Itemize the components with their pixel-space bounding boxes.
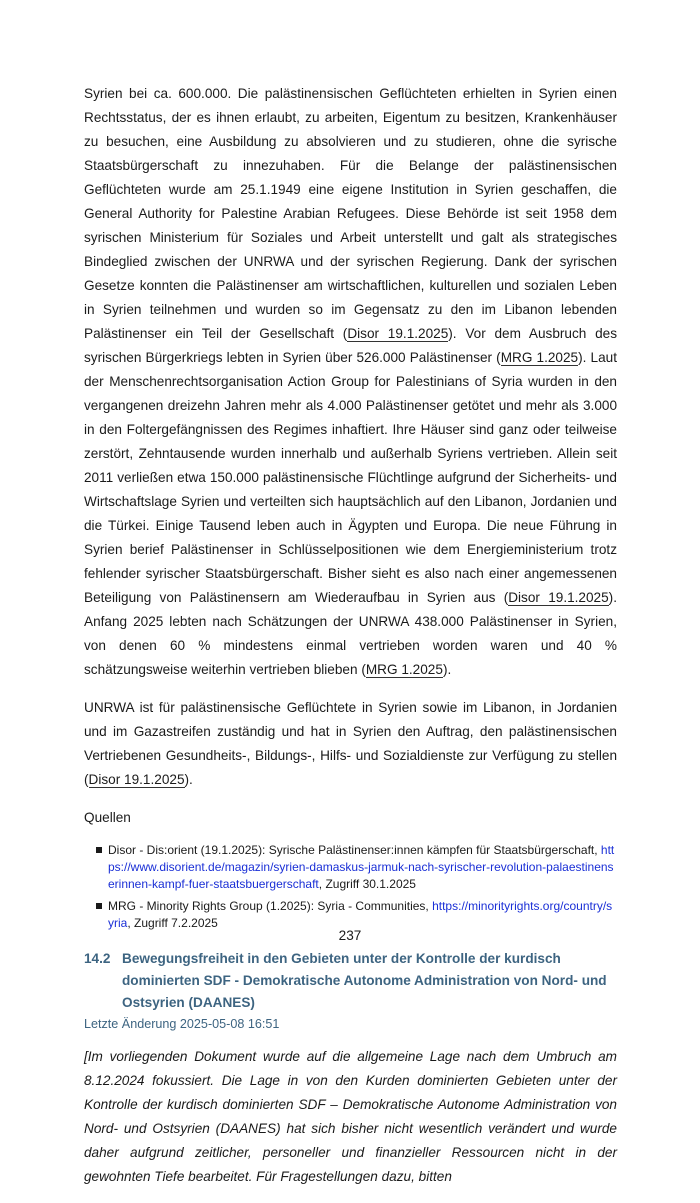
section-heading [84, 948, 617, 1014]
paragraph-unrwa [84, 696, 617, 792]
source-item-mrg [96, 898, 617, 932]
section-intro-note: [Im vorliegenden Dokument wurde auf die allgemeine Lage nach dem Umbruch am 8.12.2024 fokussiert. Die Lage in von den Kurden dominierten Gebieten unter der Kontrolle der kurdisch dominierten SDF – Demokratische Autonome Administration von Nord- und Ostsyrien (DAANES) hat sich bisher nicht wesentlich verändert und wurde daher aufgrund zeitlicher, personeller und finanzieller Ressourcen nicht in der gewohnten Tiefe bearbeitet. Für Fragestellungen dazu, bitten [84, 1049, 617, 1184]
source-url-link[interactable]: https://www.disorient.de/magazin/syrien-damaskus-jarmuk-nach-syrischer-revolution-palaestinenserinnen-kampf-fuer-staatsbuergerschaft [108, 843, 615, 891]
section-title: Bewegungsfreiheit in den Gebieten unter der Kontrolle der kurdisch dominierten SDF - Demokratische Autonome Administration von Nord- und Ostsyrien (DAANES) [122, 951, 607, 1010]
source-text: MRG - Minority Rights Group (1.2025): Syria - Communities, [108, 899, 433, 913]
paragraph-palestinians-status [84, 82, 617, 682]
document-page [84, 82, 617, 1203]
sources-heading: Quellen [84, 810, 131, 825]
sources-list [84, 842, 617, 932]
source-item-disor [96, 842, 617, 893]
section-number: 14.2 [84, 951, 111, 966]
paragraph-text: ). [184, 772, 193, 787]
page-number: 237 [338, 928, 362, 943]
source-url-link[interactable]: https://minorityrights.org/country/syria [108, 899, 613, 930]
reference-link-mrg[interactable]: MRG 1.2025 [500, 350, 579, 365]
reference-link-disor[interactable]: Disor 19.1.2025 [508, 590, 609, 605]
paragraph-text: ). Anfang 2025 lebten nach Schätzungen der UNRWA 438.000 Palästinenser in Syrien, von denen 60 % mindestens einmal vertrieben worden waren und 40 % schätzungsweise weiterhin vertrieben blieben ( [84, 590, 617, 677]
reference-link-disor[interactable]: Disor 19.1.2025 [347, 326, 449, 341]
paragraph-text: ). [442, 662, 452, 677]
source-accessed: , Zugriff 7.2.2025 [127, 916, 218, 930]
paragraph-text: ). Vor dem Ausbruch des syrischen Bürgerkriegs lebten in Syrien über 526.000 Palästinenser ( [84, 326, 617, 365]
last-change-date: Letzte Änderung 2025-05-08 16:51 [84, 1017, 280, 1031]
paragraph-text: ). Laut der Menschenrechtsorganisation Action Group for Palestinians of Syria wurden in den vergangenen dreizehn Jahren mehr als 4.000 Palästinenser getötet und mehr als 3.000 in den Foltergefängnissen des Regimes inhaftiert. Ihre Häuser sind ganz oder teilweise zerstört, Zehntausende wurden innerhalb und außerhalb Syriens vertrieben. Allein seit 2011 verließen etwa 150.000 palästinensische Flüchtlinge aufgrund der Sicherheits- und Wirtschaftslage Syrien und verteilten sich hauptsächlich auf den Libanon, Jordanien und die Türkei. Einige Tausend leben auch in Ägypten und Europa. Die neue Führung in Syrien berief Palästinenser in Schlüsselpositionen wie dem Energieministerium trotz fehlender syrischer Staatsbürgerschaft. Bisher sieht es also nach einer angemessenen Beteiligung von Palästinensern am Wiederaufbau in Syrien aus ( [84, 350, 617, 605]
paragraph-text: Syrien bei ca. 600.000. Die palästinensischen Geflüchteten erhielten in Syrien einen Rechtsstatus, der es ihnen erlaubt, zu arbeiten, Eigentum zu besitzen, Krankenhäuser zu besuchen, eine Ausbildung zu absolvieren und zu studieren, ohne die syrische Staatsbürgerschaft zu innezuhaben. Für die Belange der palästinensischen Geflüchteten wurde am 25.1.1949 eine eigene Institution in Syrien geschaffen, die General Authority for Palestine Arabian Refugees. Diese Behörde ist seit 1958 dem syrischen Ministerium für Soziales und Arbeit unterstellt und galt als strategisches Bindeglied zwischen der UNRWA und der syrischen Regierung. Dank der syrischen Gesetze konnten die Palästinenser am wirtschaftlichen, kulturellen und sozialen Leben in Syrien teilnehmen und wurden so im Gegensatz zu den im Libanon lebenden Palästinenser ein Teil der Gesellschaft ( [84, 86, 617, 341]
bullet-square-icon [96, 847, 102, 853]
reference-link-disor[interactable]: Disor 19.1.2025 [88, 772, 185, 787]
source-text: Disor - Dis:orient (19.1.2025): Syrische Palästinenser:innen kämpfen für Staatsbürgerschaft, [108, 843, 601, 857]
source-accessed: , Zugriff 30.1.2025 [318, 877, 416, 891]
paragraph-text: UNRWA ist für palästinensische Geflüchtete in Syrien sowie im Libanon, in Jordanien und im Gazastreifen zuständig und hat in Syrien den Auftrag, den palästinensischen Vertriebenen Gesundheits-, Bildungs-, Hilfs- und Sozialdienste zur Verfügung zu stellen ( [84, 700, 617, 787]
bullet-square-icon [96, 903, 102, 909]
reference-link-mrg[interactable]: MRG 1.2025 [365, 662, 443, 677]
